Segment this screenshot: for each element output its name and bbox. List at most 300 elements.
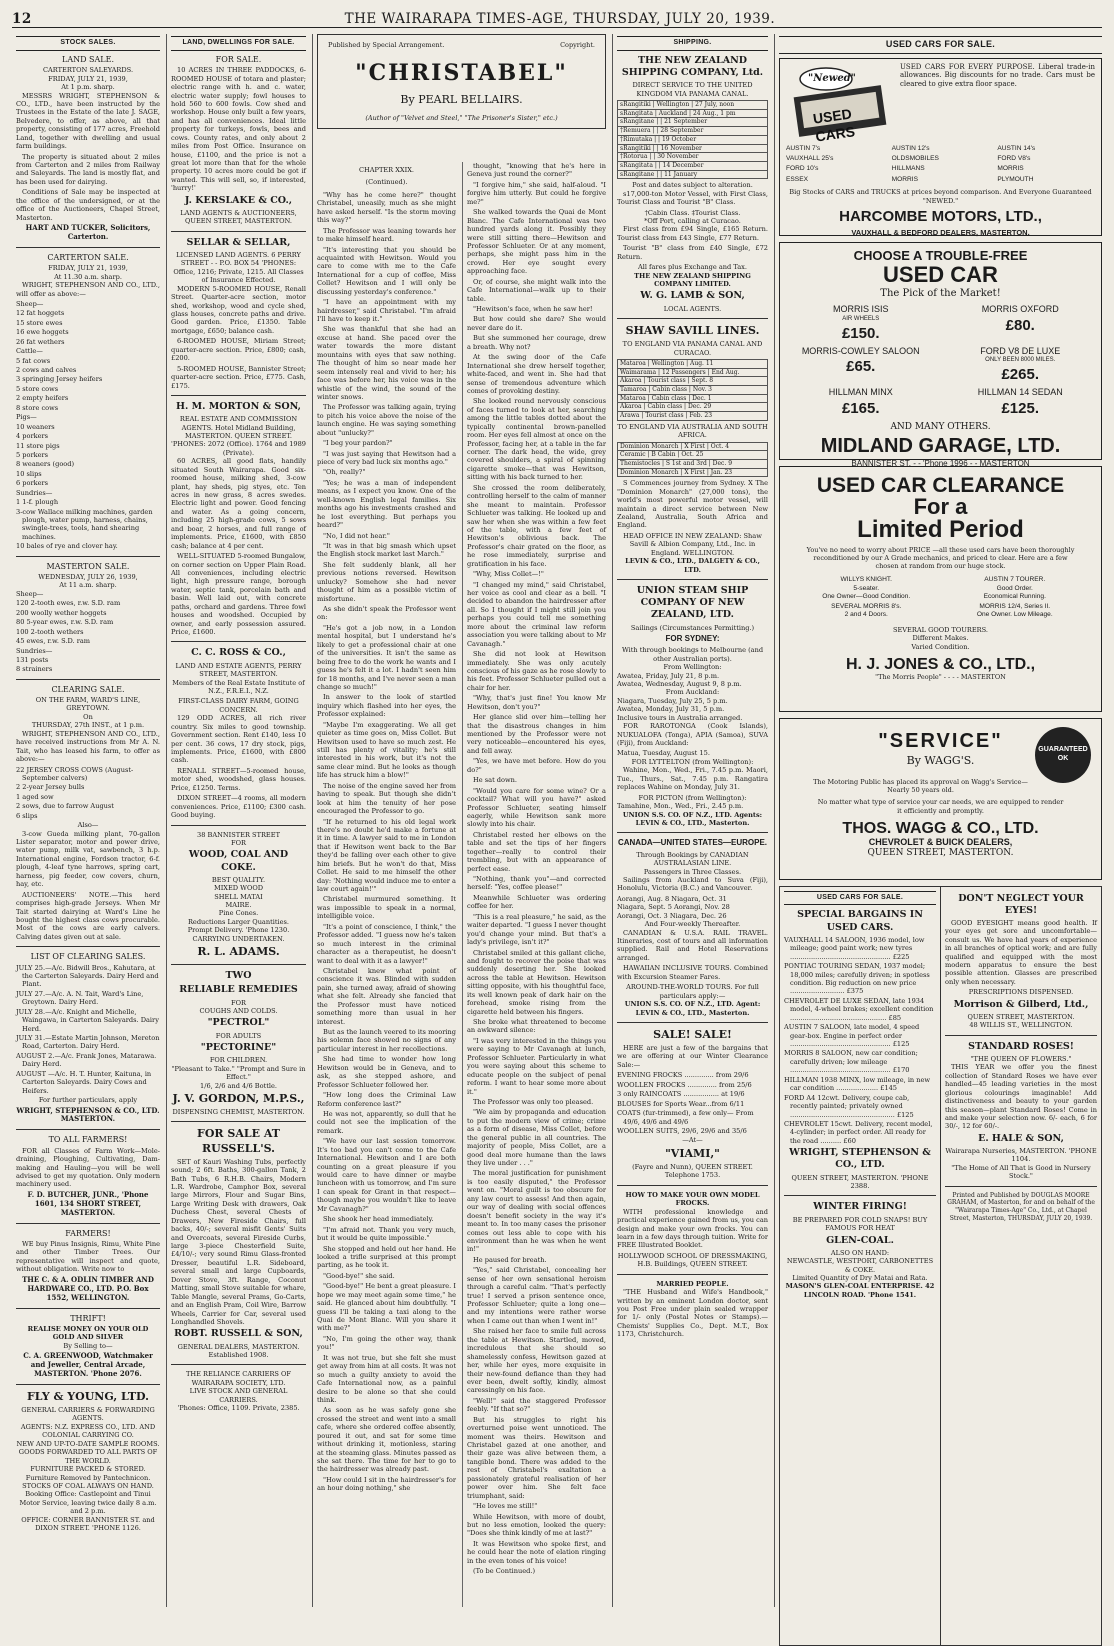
newed-label: "Newed" bbox=[808, 72, 856, 84]
nz-schedule-row-cell: †Remuera | | 28 September bbox=[618, 127, 768, 136]
morton-name: H. M. MORTON & SON, bbox=[176, 400, 301, 412]
midland-car bbox=[786, 346, 936, 384]
wagg-name: THOS. WAGG & CO., LTD. bbox=[842, 819, 1039, 837]
sale-list-item: Pigs— bbox=[16, 413, 37, 422]
nz-shipping-title: THE NEW ZEALAND SHIPPING COMPANY, Ltd. bbox=[621, 54, 764, 79]
canada-hawaii: HAWAIIAN INCLUSIVE TOURS. Combined with Excursion Steamer Fares. bbox=[617, 964, 768, 981]
land-sale-text: MESSRS WRIGHT, STEPHENSON & CO., LTD., have been instructed by the Trustees in the Estate of the late J. SAGE, Belvedere, to offer, as above, all that property, consisting of 177 acres, Freehold Land, together with dwelling and usual farm buildings. bbox=[16, 91, 160, 151]
nz-text: Tourist "B" class from £40 Single, £72 Return. bbox=[617, 244, 768, 261]
union-row: Awatea, Friday, July 21, 8 p.m. bbox=[617, 671, 720, 680]
story-subtitle: (Author of "Velvet and Steel," "The Prisoner's Sister," etc.) bbox=[365, 113, 558, 122]
fly-young-line: Booking Office: Castlepoint and Tinui Motor Service, leaving twice daily 8 a.m. and 2 p.m. bbox=[19, 1490, 157, 1516]
story-paragraph: "Hewitson's face, when he saw her! bbox=[473, 305, 593, 313]
sale-list-item: 10 slips bbox=[16, 469, 42, 478]
shaw-table bbox=[617, 359, 768, 421]
newed-cars-illustration bbox=[786, 65, 896, 143]
married-title: MARRIED PEOPLE. bbox=[656, 1279, 729, 1288]
story-paragraph: "Good-bye!" He bent a great pleasure. I hope we may meet again some time," he said. He glanced about him doubtfully. "I guess I'll be taking a taxi along to the Quai de Mont Blanc. Will you share it with me?" bbox=[317, 1282, 456, 1333]
story-paragraph: In answer to the look of startled inquiry which flashed into her eyes, the Professor explained: bbox=[317, 693, 456, 719]
land-sale-time: At 1 p.m. sharp. bbox=[61, 83, 115, 92]
story-paragraph: "This is a real pleasure," he said, as the waiter departed. "I guess I never thought you'd change your mind. But that's a lady's privilege, isn't it?" bbox=[467, 912, 606, 947]
midland-car-name: MORRIS OXFORD bbox=[981, 304, 1059, 315]
story-paragraph: She looked round nervously conscious of faces turned to look at her, searching among the little tables dotted about the typically continental brown-panelled room. Her eyes fell almost at once on the Professor, facing her, at a table in the far corner. The dark head, the wide, grey covered shoulders, a spiral of spinning cigarette smoke—that was Hewitson, sitting with his back turned to her. bbox=[467, 397, 606, 482]
story-paragraph: "We aim by propaganda and education to put the modern view of crime; crime as a form of disease, Miss Collet, before the general public in all countries. The majority of people, Miss Collet, are a good deal more humane than the laws they live under . . ." bbox=[467, 1108, 606, 1167]
canada-sig: UNION S.S. CO. OF N.Z., LTD. Agent: LEVIN & CO., LTD., Masterton. bbox=[624, 1000, 761, 1017]
farmers-signature: F. D. BUTCHER, JUNR., 'Phone 1601, 134 SHORT STREET, MASTERTON. bbox=[27, 1189, 149, 1217]
ws-sub: QUEEN STREET, MASTERTON. 'PHONE 2388. bbox=[791, 1173, 929, 1191]
viami-sale-item: EVENING FROCKS .............. from 29/6 bbox=[617, 1071, 749, 1080]
viami-name: "VIAMI," bbox=[665, 1146, 720, 1160]
midland-pick: The Pick of the Market! bbox=[880, 287, 1001, 299]
midland-car bbox=[946, 387, 1096, 418]
sellar-name: SELLAR & SELLAR, bbox=[186, 236, 291, 248]
nz-schedule-row bbox=[618, 118, 768, 127]
sale-list-item: 2 sows, due to farrow August bbox=[16, 802, 114, 811]
shaw-row-cell: Waimarama | 12 Passengers | End Aug. bbox=[618, 368, 768, 377]
adams-for: FOR bbox=[231, 838, 246, 847]
fly-young-line: GOODS FORWARDED TO ALL PARTS OF THE WORLD. bbox=[18, 1448, 158, 1465]
adams-address: 38 BANNISTER STREET bbox=[197, 830, 280, 839]
story-paragraph: "Maybe I'm exaggerating. We all get quieter as time goes on, Miss Collet. But Hewitson used to have so much zest. He still has plenty of vitality; he's still interested in his work, but it's not the same clear mind. But he looks as though life has struck him a blow!" bbox=[317, 720, 456, 780]
midland-car-name: HILLMAN 14 SEDAN bbox=[977, 387, 1063, 398]
story-paragraph: While Hewitson, with more of doubt, but no less emotion, looked the query: "Does she think kindly of me at last?" bbox=[467, 1512, 606, 1538]
jones-car-line: 5-seater. bbox=[853, 584, 880, 592]
union-row: Awatea, Wednesday, August 9, 8 p.m. bbox=[617, 679, 742, 688]
russell-title: FOR SALE AT RUSSELL'S. bbox=[197, 1127, 280, 1155]
shaw-row-cell: Akaroa | Cabin class | Dec. 29 bbox=[618, 403, 768, 412]
story-paragraph: "If he returned to his old legal work there's no doubt he'd make a fortune at it in time. A lawyer said to me in London that if Hewitson went back to the Bar they'd be falling over each other to give him briefs. But he won't do that, Miss Collet. He said to me himself the other day: 'Nothing would induce me to enter a law court again!'" bbox=[317, 817, 456, 893]
story-copyright: Copyright. bbox=[560, 41, 595, 49]
harcombe-car: AUSTIN 7's bbox=[786, 144, 821, 152]
section-title: SHIPPING. bbox=[617, 36, 768, 51]
kerslake-name: J. KERSLAKE & CO., bbox=[184, 194, 293, 206]
story-paragraph: The moral justification for punishment is too easily disputed," the Professor went on. "Moral guilt is too obscure for any law court to assess! And then again, our way of dealing with social offences doesn't benefit society in the way it's meant to. In too many cases the prisoner comes out less able to cope with his environment than he was when he went in!" bbox=[467, 1169, 606, 1254]
midland-address: BANNISTER ST. - - 'Phone 1996 - - MASTERTON bbox=[851, 459, 1030, 469]
union-from-auckland: From Auckland: bbox=[665, 688, 720, 697]
sale-list-item: 8 store cows bbox=[16, 403, 59, 412]
jones-several: Different Makes. bbox=[912, 634, 969, 643]
shaw-row bbox=[618, 403, 768, 412]
morton-item: 60 ACRES, all good flats, handily situated South Wairarapa. Good six-roomed house, milking shed, 3-cow plant, hay sheds, pig styes, etc. Ten acres in new grass, 8 acres swedes. Electric light and power. Good fencing and water. As a going concern, including 25 high-grade cows, 5 sows and boar, 2 horses, and full range of implements. Price, £1600, with £850 cash; balance at 4 per cent. bbox=[171, 457, 306, 550]
union-rarotonga-date: Matua, Tuesday, August 15. bbox=[617, 749, 710, 758]
adams-line: Pine Cones. bbox=[218, 909, 259, 918]
harcombe-car: AUSTIN 12's bbox=[891, 144, 930, 152]
viami-sale-title: SALE! SALE! bbox=[653, 1027, 732, 1041]
used-cars-label: USED CARS bbox=[811, 104, 856, 144]
section-title: USED CARS FOR SALE. bbox=[779, 36, 1102, 54]
shaw-row-cell: Arawa | Tourist class | Feb. 23 bbox=[618, 412, 768, 421]
shaw-row bbox=[618, 468, 768, 477]
story-paragraph: "How could I sit in the hairdresser's for an hour doing nothing," she bbox=[317, 1475, 456, 1493]
sale-list-item: 80 5-year ewes, r.w. S.D. ram bbox=[16, 618, 114, 627]
kerslake-sub: LAND AGENTS & AUCTIONEERS, QUEEN STREET, MASTERTON. bbox=[180, 208, 297, 226]
fly-young-lines bbox=[16, 1406, 160, 1533]
story-paragraph: She had time to wonder how long Hewitson would be in Geneva, and to ask, as she stepped ashore, and Professor Schlueter followed her. bbox=[317, 1055, 456, 1089]
sale-list-item: 26 fat wethers bbox=[16, 337, 65, 346]
wagg-ad bbox=[779, 718, 1102, 880]
sale-list-item: 5 store cows bbox=[16, 384, 59, 393]
story-paragraph: "Why, Miss Collet—!" bbox=[473, 570, 544, 579]
carterton-sale-list bbox=[16, 300, 160, 551]
story-paragraph: "I was just saying that Hewitson had a piece of very bad luck six months ago." bbox=[317, 449, 456, 466]
ws-item: HILLMAN 1938 MINX, low mileage, in new car condition .................... £145 bbox=[784, 1075, 931, 1093]
viami-sale-item: COATS (fur-trimmed), a few only— From 49/6, 49/6 and 49/6 bbox=[617, 1109, 754, 1126]
for-sale-text: 10 ACRES IN THREE PADDOCKS, 6-ROOMED HOUSE of totara and plaster; electric range with h. and c. water, electric water supply; fowl houses to hold 560 to 600 fowls. Cow shed and workshop. House only built a few years, and has all conveniences. Ideal little property for turkeys, fowls, bees and cows. County rates, and only about 2 miles from Post Office. Insurance on house, £1100, and the price is not a great lot more than that for the whole property. 10 acres more could be got if wanted. This will sell, so, if interested, 'hurry!' bbox=[171, 66, 306, 193]
story-paragraph: He sat down. bbox=[473, 776, 517, 785]
winter-title: WINTER FIRING! bbox=[813, 1201, 907, 1213]
adams-name: R. L. ADAMS. bbox=[197, 945, 280, 959]
nz-sig: THE NEW ZEALAND SHIPPING COMPANY LIMITED. bbox=[634, 271, 751, 288]
jones-sub: "The Morris People" - - - - MASTERTON bbox=[875, 672, 1006, 681]
russell-name: ROBT. RUSSELL & SON, bbox=[174, 1328, 303, 1340]
clearing-sales-list bbox=[16, 964, 160, 1096]
canada-row: And Four-weekly Thereafter. bbox=[644, 920, 741, 929]
shaw-row bbox=[618, 412, 768, 421]
sale-list-item: Sheep— bbox=[16, 299, 44, 308]
nz-note: Post and dates subject to alteration. bbox=[632, 181, 753, 190]
fly-young-line: AGENTS: N.Z. EXPRESS CO., LTD. AND COLONIAL CARRYING CO. bbox=[20, 1422, 156, 1440]
adams-head: WOOD, COAL AND COKE. bbox=[188, 849, 289, 873]
midland-car bbox=[946, 304, 1096, 342]
story-paragraph: "Yes," said Christabel, concealing her sense of her own sensational heroism through a careful calm. "That's perfectly true! I served a prison sentence once, Professor Schlueter; quite a long one—and my intentions were rather worse when I came out than when I went in!" bbox=[467, 1266, 606, 1325]
sellar-sub: LICENSED LAND AGENTS. 6 PERRY STREET - - P.O. BOX 54 'PHONES: Office, 1216; Private, 1215. All Classes of Insurance Effected. bbox=[173, 250, 304, 285]
harcombe-car: HILLMANS bbox=[891, 165, 925, 173]
story-paragraph: Christabel smiled at this gallant cliche, and fought to recover the poise that was suddenly deserting her. She looked across the table at Hewitson. Hewitson sitting opposite, with his thoughtful face, its well known peak of dark hair on the forehead, smoke rising from the cigarette held between his fingers. bbox=[467, 948, 606, 1016]
midland-car-sub: ONLY BEEN 8000 MILES. bbox=[985, 357, 1056, 364]
midland-ad bbox=[779, 242, 1102, 469]
jones-car-line: Good Order. bbox=[996, 584, 1033, 592]
winter-sig: MASON'S GLEN-COAL ENTERPRISE. 42 LINCOLN ROAD. 'Phone 1541. bbox=[785, 1282, 935, 1299]
viami-at: —At— bbox=[682, 1136, 703, 1145]
shaw-row-cell: Dominion Monarch | X First | Oct. 4 bbox=[618, 442, 768, 451]
shaw-sub: TO ENGLAND VIA PANAMA CANAL AND CURACAO. bbox=[622, 340, 763, 357]
ws-title: SPECIAL BARGAINS IN USED CARS. bbox=[797, 909, 923, 933]
ws-item: MORRIS 8 SALOON, new car condition; carefully driven; low mileage ................................................ £170 bbox=[784, 1049, 918, 1075]
sale-list-item: Cattle— bbox=[16, 347, 43, 356]
sale-list-item: 2 2-year Jersey bulls bbox=[16, 783, 85, 792]
russell-sub: GENERAL DEALERS, MASTERTON. Established 1908. bbox=[177, 1342, 300, 1359]
badge-label: GUARANTEED OK bbox=[1038, 746, 1088, 762]
harcombe-car: MORRIS bbox=[997, 165, 1024, 173]
shaw-row bbox=[618, 394, 768, 403]
ws-item: VAUXHALL 14 SALOON, 1936 model, low mileage; good paint work; new tyres ................................................ £225 bbox=[784, 935, 925, 961]
sale-list-item: 5 porkers bbox=[16, 450, 49, 459]
canada-title: CANADA—UNITED STATES—EUROPE. bbox=[617, 838, 768, 848]
jones-ad bbox=[779, 466, 1102, 712]
clearing-sale-title: CLEARING SALE. bbox=[51, 684, 125, 694]
story-paragraph: He paused for breath. bbox=[473, 1255, 547, 1264]
story-paragraph: Her glance slid over him—telling her that the disastrous changes in him mentioned by the Professor were not very noticeable—encountered his eyes, and fell away. bbox=[467, 713, 606, 755]
story-paragraph: (To be Continued.) bbox=[473, 1567, 536, 1576]
list-signature: WRIGHT, STEPHENSON & CO., LTD. MASTERTON. bbox=[16, 1105, 160, 1124]
nz-schedule-row-cell: †Rotorua | | 30 November bbox=[618, 153, 768, 162]
sale-list-item: 1 1-f. plough bbox=[16, 498, 59, 507]
shaw-table-2 bbox=[617, 442, 768, 478]
sale-list-item: Sheep— bbox=[16, 589, 44, 598]
masterton-sale-date: WEDNESDAY, JULY 26, 1939, bbox=[38, 573, 138, 581]
ross-item: RENALL STREET—5-roomed house, motor shed, woodshed, glass houses. Price, £1250. Terms. bbox=[171, 766, 306, 792]
story-paragraph: She felt suddenly blank, all her previous notions reversed. Hewitson unlucky? Somehow she had never thought of him as a possible victim of misfortune. bbox=[317, 560, 456, 603]
shaw-note: S Commences journey from Sydney. X The "Dominion Monarch" (27,000 tons), the world's most powerful motor vessel, will maintain a direct service between New Zealand, Australia, South Africa and England. bbox=[617, 479, 768, 530]
shaw-row bbox=[618, 451, 768, 460]
story-paragraph: "It was in that big smash which upset the English stock market last March." bbox=[317, 541, 456, 559]
land-sale-place: CARTERTON SALEYARDS. bbox=[42, 66, 134, 75]
sale-list-item: 10 weaners bbox=[16, 422, 55, 431]
sale-list-item: 6 slips bbox=[16, 811, 38, 820]
fly-young-line: NEW AND UP-TO-DATE SAMPLE ROOMS. bbox=[16, 1439, 160, 1448]
story-paragraph: She shook her head immediately. bbox=[323, 1215, 434, 1224]
ross-sub: LAND AND ESTATE AGENTS, PERRY STREET, MASTERTON. bbox=[175, 661, 302, 679]
land-sale-date: FRIDAY, JULY 21, 1939, bbox=[48, 74, 128, 83]
gordon-head: RELIABLE REMEDIES bbox=[179, 984, 298, 996]
farmers2-title: FARMERS! bbox=[65, 1228, 111, 1238]
sale-list-item: 200 woolly wether hoggets bbox=[16, 608, 107, 617]
sale-list-item: Sundries— bbox=[16, 488, 53, 497]
winter-sub: BE PREPARED FOR COLD SNAPS! BUY FAMOUS FOR HEAT bbox=[792, 1215, 928, 1233]
clearing-sale-date: THURSDAY, 27th INST., at 1 p.m. bbox=[31, 721, 145, 730]
story-paragraph: She did not look at Hewitson immediately. She was only acutely conscious of his gaze as he rose slowly to his feet. Professor Schlueter pulled out a chair for her. bbox=[467, 650, 606, 692]
farmers-title: TO ALL FARMERS! bbox=[48, 1135, 128, 1145]
nz-schedule-row bbox=[618, 135, 768, 144]
sale-list-item: 8 strainers bbox=[16, 665, 53, 674]
midland-car-name: HILLMAN MINX bbox=[828, 387, 893, 398]
masterton-sale-time: At 11 a.m. sharp. bbox=[59, 581, 117, 590]
sale-list-item: 10 bales of rye and clover hay. bbox=[16, 542, 118, 551]
gordon-p2s: FOR CHILDREN. bbox=[209, 1056, 268, 1065]
adams-lines bbox=[171, 884, 306, 943]
masthead-title: THE WAIRARAPA TIMES-AGE, THURSDAY, JULY 20, 1939. bbox=[344, 10, 776, 27]
union-sig: UNION S.S. CO. OF N.Z., LTD. Agents: LEVIN & CO., LTD., Masterton. bbox=[622, 810, 763, 827]
viami-sale-item: WOOLLEN FROCKS .............. from 25/6 bbox=[617, 1080, 752, 1089]
midland-car bbox=[786, 387, 936, 418]
adams-line: Prompt Delivery. 'Phone 1230. bbox=[187, 926, 290, 935]
viami-sale-text: HERE are just a few of the bargains that we are offering at our Winter Clearance Sale:— bbox=[617, 1044, 768, 1069]
harcombe-car: VAUXHALL 25's bbox=[786, 154, 834, 162]
jones-car bbox=[796, 603, 937, 620]
winter-glen: GLEN-COAL. bbox=[826, 1234, 894, 1246]
thrift-title: THRIFT! bbox=[70, 1313, 106, 1323]
story-title: "CHRISTABEL" bbox=[355, 60, 568, 87]
morton-item: WELL-SITUATED 5-roomed Bungalow, on corner section on Upper Plain Road. All conveniences, including electric light, high pressure range, borough water, septic tank, porcelain bath and basin. Well laid out, with concrete paths, orchard and gardens. Three fowl houses and woodshed. Occupied by owner, and early possession assured. Price, £1600. bbox=[171, 552, 306, 637]
union-picton: FOR PICTON (from Wellington): bbox=[638, 793, 747, 802]
thrift-by: By Selling to— bbox=[63, 1341, 113, 1350]
union-sydney-sub: With through bookings to Melbourne (and other Australian ports). bbox=[621, 646, 764, 663]
canada-rail: CANADIAN & U.S.A. RAIL TRAVEL. Itineraries, cost of tours and all information supplied. Rail and Hotel Reservations arranged. bbox=[617, 928, 768, 962]
story-paragraph: She raised her face to smile full across the table at Hewitson. Startled, moved, incredulous that she should so shamelessly confess, Hewitson gazed at her, while her eyes, more exquisite in their new-found defiance than they had ever been, dwelt softly, kindly, almost caressingly on his face. bbox=[467, 1327, 606, 1395]
wagg-by: By WAGG'S. bbox=[906, 753, 975, 767]
roses-sub2: Wairarapa Nurseries, MASTERTON. 'PHONE 1104. bbox=[945, 1147, 1097, 1164]
gordon-name: J. V. GORDON, M.P.S., bbox=[172, 1091, 305, 1105]
nz-schedule-row bbox=[618, 127, 768, 136]
shaw-row bbox=[618, 359, 768, 368]
story-paragraph: She was thankful that she had an excuse at hand. She paced over the water towards the more distant mountains with eyes that saw nothing. The thought of him so near made her seem intensely real and vivid to her; his face was before her, his voice was in the whistle of the wind, the sound of the winter snows. bbox=[317, 325, 456, 401]
story-paragraph: "It's interesting that you should be acquainted with Hewitson. Would you care to come with me to the Cafe International for a cup of coffee, Miss Collet? Hewitson and I will only be discussing yesterday's conference." bbox=[317, 245, 456, 296]
nz-schedule-row-cell: sRangitata | | 14 December bbox=[618, 161, 768, 170]
midland-car-name: MORRIS ISIS bbox=[832, 304, 889, 315]
union-lyttelton: FOR LYTTELTON (from Wellington): bbox=[631, 757, 754, 766]
nz-shipping-sub: DIRECT SERVICE TO THE UNITED KINGDOM VIA PANAMA CANAL. bbox=[632, 81, 753, 98]
midland-car-name: FORD V8 DE LUXE bbox=[980, 345, 1061, 356]
thrift-signature: C. A. GREENWOOD, Watchmaker and Jeweller, Central Arcade, MASTERTON. 'Phone 2076. bbox=[23, 1351, 153, 1379]
eyes-address2: 48 WILLIS ST., WELLINGTON. bbox=[969, 1021, 1073, 1030]
story-paragraph: She crossed the room deliberately, controlling herself to the calm of manner she meant to maintain. Professor Schlueter was talking. He looked up and saw her when she was within a few feet of the table, with a few feet of Hewitson's oblivious back. The Professor's chair grated on the floor, as he rose immediately, surprise and gratification in his face. bbox=[467, 483, 606, 568]
sale-list-item: 22 JERSEY CROSS COWS (August-September calvers) bbox=[16, 765, 134, 782]
story-column-2 bbox=[462, 162, 606, 1607]
story-paragraph: "I changed my mind," said Christabel, her voice as cool and clear as a bell. "I decided to abandon the hairdresser after all. So I thought if I might still join you perhaps you could tell me something more about the criminal law reform association you were talking about to Mr Cavanagh." bbox=[467, 580, 606, 648]
farmers-text: FOR all Classes of Farm Work—Mole-draining, Ploughing, Cultivating, Dam-making and Hauling—you will be well advised to get my quotation. Only modern machinery used. bbox=[16, 1146, 160, 1189]
land-sale-title: LAND SALE. bbox=[62, 54, 114, 64]
reliance-carriers-sub: LIVE STOCK AND GENERAL CARRIERS. bbox=[189, 1387, 288, 1404]
jones-car-list bbox=[796, 576, 1085, 619]
jones-car-line: WILLYS KNIGHT. bbox=[840, 576, 893, 584]
story-column-1 bbox=[317, 162, 456, 1607]
clearing-sale-list bbox=[16, 766, 160, 821]
jones-several: SEVERAL GOOD TOURERS. bbox=[892, 625, 989, 634]
midland-car bbox=[946, 346, 1096, 384]
eyes-address: QUEEN STREET, MASTERTON. bbox=[967, 1012, 1075, 1021]
canada-row: Niagara, Sept. 5 Aorangi, Nov. 28 bbox=[617, 903, 730, 912]
harcombe-car: AUSTIN 14's bbox=[997, 144, 1036, 152]
carterton-sale-title: CARTERTON SALE. bbox=[47, 252, 129, 262]
story-paragraph: "No, I'm going the other way, thank you!" bbox=[317, 1334, 456, 1352]
jones-car-line: MORRIS 12/4, Series II. bbox=[979, 602, 1051, 610]
viami-sub: (Fayre and Nunn), QUEEN STREET. Telephone 1753. bbox=[632, 1162, 753, 1180]
eyes-title: DON'T NEGLECT YOUR EYES! bbox=[958, 892, 1084, 916]
sale-list-item: 2 empty heifers bbox=[16, 394, 69, 403]
nz-schedule-row-cell: sRangitane | | 21 September bbox=[618, 118, 768, 127]
masterton-sale-list bbox=[16, 590, 160, 674]
harcombe-car: OLDSMOBILES bbox=[891, 154, 939, 162]
eyes-text: GOOD EYESIGHT means good health. If your eyes get sore and uncomfortable—consult us. We have had years of experience in all branches of optical work; and are fully qualified and equipped with the most modern apparatus to ensure the best possible attention. Glasses are prescribed only when necessary. bbox=[945, 918, 1097, 986]
midland-many: AND MANY OTHERS. bbox=[890, 421, 991, 432]
land-sale-signature: HART AND TUCKER, Solicitors, Carterton. bbox=[25, 223, 151, 242]
clearing-sale-entry: JULY 31.—Estate Martin Johnson, Mereton Road, Carterton. Dairy Herd. bbox=[16, 1034, 160, 1051]
story-continued: (Continued). bbox=[365, 178, 408, 187]
harcombe-name: HARCOMBE MOTORS, LTD., bbox=[839, 208, 1042, 226]
midland-car-price: £265. bbox=[1001, 365, 1040, 383]
nz-agent-sub: LOCAL AGENTS. bbox=[663, 304, 722, 313]
gordon-p2: "PECTORINE" bbox=[200, 1042, 277, 1054]
wright-used-cars bbox=[780, 887, 940, 1645]
story-author: By PEARL BELLAIRS. bbox=[400, 93, 523, 107]
ross-sub2: Members of the Real Estate Institute of N.Z., F.R.E.I., N.Z. bbox=[172, 678, 305, 695]
story-paragraph: She walked towards the Quai de Mont Blanc. The Cafe International was two hundred yards along it. Possibly they were still sitting there—Hewitson and Professor Schlueter. Or at any moment, perhaps, she might pass him in the crowd. Her eye sought every approaching face. bbox=[467, 208, 606, 276]
ross-item: 129 ODD ACRES, all rich river country. Six miles to good township. Government section. Rent £140, less 10 per cent. 36 cows, 17 dry stock, pigs, implements. Price, £1600, with £800 cash. bbox=[171, 714, 306, 765]
union-row: Inclusive tours in Australia arranged. bbox=[617, 713, 743, 722]
right-small-ads bbox=[940, 887, 1101, 1645]
story-chapter: CHAPTER XXIX. bbox=[358, 166, 415, 174]
viami-sale-item: WOOLLEN SUITS, 29/6, 29/6 and 35/6 bbox=[617, 1126, 747, 1135]
sale-list-item: 4 porkers bbox=[16, 432, 49, 441]
list-clearing-title: LIST OF CLEARING SALES. bbox=[30, 952, 146, 962]
ws-item: FORD A4 12cwt. Delivery, coupe cab, recently painted; privately owned .................................................. £125 bbox=[784, 1093, 914, 1119]
bottom-ads bbox=[779, 886, 1102, 1646]
shaw-row-cell: Ceramic | B Cabin | Oct. 25 bbox=[618, 451, 768, 460]
harcombe-car: MORRIS bbox=[891, 175, 919, 183]
clearing-sale-on: On bbox=[83, 712, 93, 721]
ws-item: AUSTIN 7 SALOON, late model, 4 speed gear-box. Engine in perfect order ................................................ £125 bbox=[784, 1023, 920, 1049]
story-paragraph: As she didn't speak the Professor went on: bbox=[317, 605, 456, 622]
story-paragraph: "I'm afraid not. Thank you very much, but it would be quite impossible." bbox=[317, 1225, 456, 1243]
fly-young-title: FLY & YOUNG, LTD. bbox=[26, 1389, 150, 1403]
shaw-row-cell: Dominion Monarch | X First | Jan. 23 bbox=[618, 468, 768, 477]
story-paragraph: The Professor was leaning towards her to make himself heard. bbox=[317, 226, 456, 244]
frock-text: WITH professional knowledge and practical experience gained from us, you can design and make your own frocks. You can learn in a few days through tuition. Write for FREE Illustrated Booklet. bbox=[617, 1207, 768, 1250]
midland-price-grid bbox=[786, 304, 1095, 417]
for-sale-title: FOR SALE. bbox=[215, 54, 262, 64]
story-paragraph: Or, of course, she might walk into the Cafe International—walk up to their table. bbox=[467, 277, 606, 303]
harcombe-text: USED CARS FOR EVERY PURPOSE. Liberal trade-in allowances. Big discounts for no trade. Cars must be cleared to give extra floor space. bbox=[900, 62, 1095, 89]
sale-list-item: 2 cows and calves bbox=[16, 366, 77, 375]
sale-list-item: 15 store ewes bbox=[16, 318, 63, 327]
list-further: For further particulars, apply bbox=[38, 1096, 138, 1105]
sale-list-item: 3 springing Jersey heifers bbox=[16, 375, 103, 384]
gordon-sub: DISPENSING CHEMIST, MASTERTON. bbox=[172, 1108, 305, 1117]
shaw-sig: LEVIN & CO., LTD., DALGETY & CO., LTD. bbox=[625, 557, 760, 574]
thrift-text: REALISE MONEY ON YOUR OLD GOLD AND SILVER bbox=[27, 1324, 149, 1342]
nz-schedule-row-cell: sRangitane | | 11 January bbox=[618, 170, 768, 179]
land-sale-text: Conditions of Sale may be inspected at the office of the undersigned, or at the office of the Auctioneers, Chapel Street, Masterton. bbox=[16, 188, 160, 222]
sellar-item: 5-ROOMED HOUSE, Bannister Street; quarter-acre section. Price, £775. Cash, £175. bbox=[171, 364, 306, 390]
story-paragraph: "He loves me still!" bbox=[473, 1502, 538, 1511]
morton-sub: REAL ESTATE AND COMMISSION AGENTS. Hotel Midland Building, MASTERTON. QUEEN STREET. 'PHONES: 2072 (Office). 1764 and 1989 (Private). bbox=[171, 415, 306, 457]
shaw-row-cell: Mataroa | Cabin class | Dec. 1 bbox=[618, 394, 768, 403]
ws-item: CHEVROLET 15cwt. Delivery, recent model, 4-cylinder; in perfect order. All ready for the road .......... £60 bbox=[784, 1119, 933, 1145]
union-rarotonga: FOR RAROTONGA (Cook Islands), NUKUALOFA (Tonga), APIA (Samoa), SUVA (Fiji), from Auckland: bbox=[617, 722, 768, 748]
nz-schedule-row bbox=[618, 161, 768, 170]
harcombe-car: PLYMOUTH bbox=[997, 175, 1034, 183]
clearing-sale-entry: AUGUST 2.—A/c. Frank Jones, Matarawa. Dairy Herd. bbox=[16, 1051, 157, 1069]
midland-choose: CHOOSE A TROUBLE-FREE bbox=[853, 247, 1028, 263]
farmers2-signature: THE C. & A. ODLIN TIMBER AND HARDWARE CO., LTD. P.O. Box 1552, WELLINGTON. bbox=[22, 1274, 154, 1302]
shaw-row bbox=[618, 442, 768, 451]
sellar-item: 6-ROOMED HOUSE, Miriam Street; quarter-acre section. Price, £800; cash, £200. bbox=[171, 337, 306, 363]
story-paragraph: "Oh, really?" bbox=[323, 468, 366, 477]
gordon-price: 1/6, 2/6 and 4/6 Bottle. bbox=[200, 1081, 277, 1090]
gordon-for: FOR bbox=[231, 998, 246, 1007]
canada-sub: Through Bookings by CANADIAN AUSTRALASIAN LINE. bbox=[636, 850, 749, 868]
shaw-via: TO ENGLAND VIA AUSTRALIA AND SOUTH AFRICA. bbox=[617, 422, 768, 440]
sale-list-item: 120 2-tooth ewes, r.w. S.D. ram bbox=[16, 599, 121, 608]
story-paragraph: But as the launch veered to its mooring his solemn face showed no signs of any particular interest in her recollections. bbox=[317, 1028, 456, 1053]
nz-text: *Off Port, calling at Curacao. bbox=[644, 216, 741, 225]
winter-lim: Limited Quantity of Dry Matai and Rata. bbox=[792, 1273, 928, 1282]
carterton-sale-date: FRIDAY, JULY 21, 1939, bbox=[48, 264, 128, 273]
nz-schedule-row bbox=[618, 101, 768, 110]
sellar-item: MODERN 5-ROOMED HOUSE, Renall Street. Quarter-acre section, motor shed, workshop, wood and cycle shed, glass houses, concrete paths and drive. Good garden. Price, £1350. Table mortgage, £650; balance cash. bbox=[171, 284, 306, 335]
story-paragraph: "Why, that's just fine! You know Mr Hewitson, don't you?" bbox=[467, 694, 606, 711]
wagg-text: The Motoring Public has placed its approval on Wagg's Service—Nearly 50 years old. bbox=[813, 777, 1028, 794]
nz-schedule-row-cell: †Rimutaka | | 19 October bbox=[618, 135, 768, 144]
sale-list-item: 11 store pigs bbox=[16, 441, 60, 450]
story-paragraph: "I forgive him," she said, half-aloud. "I forgive him utterly. But could he forgive me?" bbox=[467, 180, 606, 206]
nz-schedule-table bbox=[617, 100, 768, 179]
midland-car-price: £65. bbox=[846, 358, 876, 376]
adams-line: CARRYING UNDERTAKEN. bbox=[192, 934, 285, 943]
jones-car-line: Economical Running. bbox=[983, 593, 1046, 601]
shaw-row bbox=[618, 386, 768, 395]
nz-text: All fares plus Exchange and Tax. bbox=[637, 263, 748, 272]
frock-title: HOW TO MAKE YOUR OWN MODEL FROCKS. bbox=[625, 1190, 760, 1208]
ross-name: C. C. ROSS & CO., bbox=[191, 647, 286, 659]
story-published: Published by Special Arrangement. bbox=[328, 41, 445, 49]
story-paragraph: As soon as he was safely gone she crossed the street and went into a small cafe, where she ordered coffee absently, poured it out, and sat for some time without drinking it, motionless, staring at the steaming glass. Minutes passed as she sat there. The time for her to go to the hairdresser was already past. bbox=[317, 1406, 456, 1474]
story-paragraph: It was Hewitson who spoke first, and he could hear the note of elation ringing in the even tones of his voice! bbox=[467, 1539, 606, 1565]
adams-line: MIXED WOOD bbox=[213, 884, 264, 893]
clearing-sale-entry: JULY 25.—A/c. Bidwill Bros., Kahutara, at the Carterton Saleyards. Dairy Herd and Plant. bbox=[16, 963, 159, 989]
column-shipping bbox=[612, 34, 772, 1607]
sale-list-item: 6 porkers bbox=[16, 479, 49, 488]
